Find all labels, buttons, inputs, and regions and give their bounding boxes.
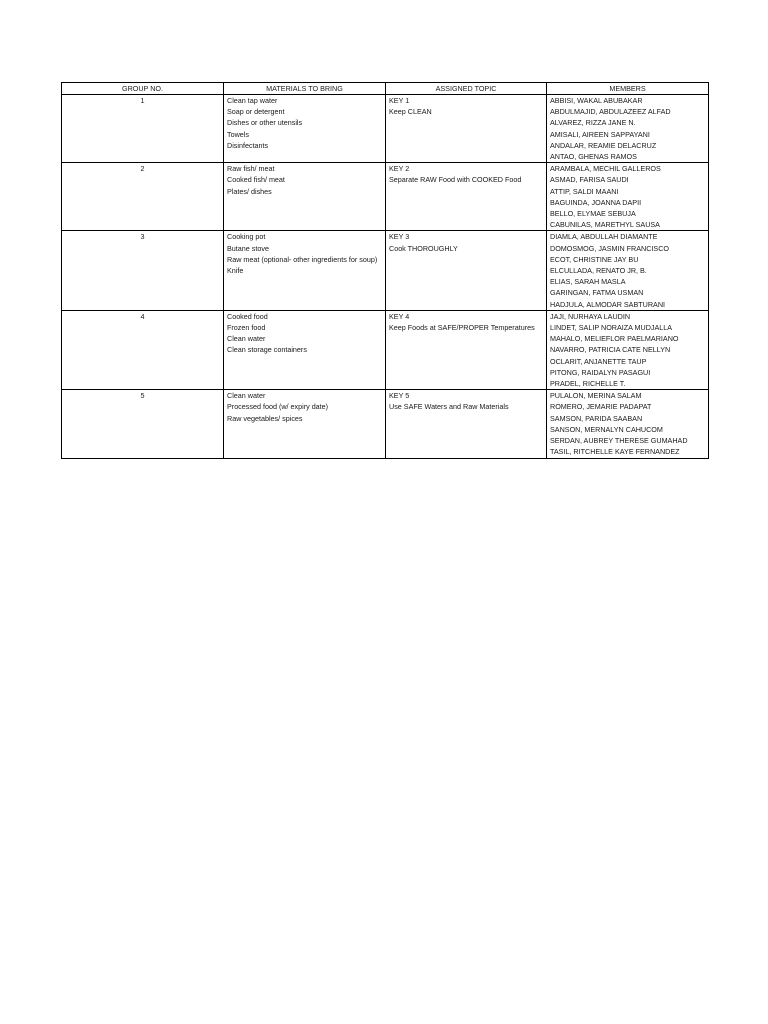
materials-cell (224, 163, 386, 231)
member-name: TASIL, RITCHELLE KAYE FERNANDEZ (550, 447, 680, 457)
member-name: ELCULLADA, RENATO JR, B. (550, 266, 647, 276)
material-item: Butane stove (227, 243, 269, 253)
group-number-cell: 1 (62, 95, 224, 163)
material-item: Soap or detergent (227, 107, 285, 117)
member-name: MAHALO, MELIEFLOR PAELMARIANO (550, 334, 679, 344)
member-name: ALVAREZ, RIZZA JANE N. (550, 118, 636, 128)
member-name: BAGUINDA, JOANNA DAPII (550, 197, 642, 207)
member-name: CABUNILAS, MARETHYL SAUSA (550, 220, 660, 230)
topic-cell (386, 95, 547, 163)
topic-key: KEY 1 (389, 96, 410, 105)
group-number-cell: 5 (62, 390, 224, 458)
material-item: Raw meat (optional- other ingredients for soup) (227, 254, 378, 264)
member-name: ASMAD, FARISA SAUDI (550, 175, 629, 185)
topic-key: KEY 2 (389, 164, 410, 174)
member-name: OCLARIT, ANJANETTE TAUP (550, 356, 647, 366)
member-name: ATTIP, SALDI MAANI (550, 186, 619, 196)
material-item: Clean water (227, 391, 266, 401)
material-item: Clean storage containers (227, 345, 307, 355)
header-group-no: GROUP NO. (62, 83, 224, 95)
member-name: BELLO, ELYMAE SEBUJA (550, 209, 636, 219)
materials-cell (224, 95, 386, 163)
member-name: SERDAN, AUBREY THERESE GUMAHAD (550, 436, 688, 446)
members-cell (547, 163, 709, 231)
member-name: AMISALI, AIREEN SAPPAYANI (550, 129, 650, 139)
material-item: Clean tap water (227, 96, 278, 105)
member-name: ABBISI, WAKAL ABUBAKAR (550, 96, 643, 105)
members-cell (547, 390, 709, 458)
members-cell (547, 95, 709, 163)
topic-cell (386, 310, 547, 389)
table-row (62, 310, 709, 389)
material-item: Cooked food (227, 311, 268, 321)
topic-key: KEY 5 (389, 391, 410, 401)
group-number-cell: 2 (62, 163, 224, 231)
group-assignment-table (61, 82, 709, 459)
materials-cell (224, 390, 386, 458)
table-row (62, 231, 709, 310)
members-cell (547, 310, 709, 389)
material-item: Clean water (227, 334, 266, 344)
topic-cell (386, 231, 547, 310)
member-name: HADJULA, ALMODAR SABTURANI (550, 299, 666, 309)
member-name: GARINGAN, FATMA USMAN (550, 288, 644, 298)
material-item: Cooked fish/ meat (227, 175, 285, 185)
topic-title: Keep CLEAN (389, 107, 432, 117)
member-name: SANSON, MERNALYN CAHUCOM (550, 424, 663, 434)
material-item: Raw fish/ meat (227, 164, 275, 174)
topic-title: Separate RAW Food with COOKED Food (389, 175, 522, 185)
member-name: ECOT, CHRISTINE JAY BU (550, 254, 639, 264)
topic-key: KEY 3 (389, 232, 410, 242)
member-name: PRADEL, RICHELLE T. (550, 379, 626, 389)
material-item: Knife (227, 266, 244, 276)
member-name: ANDALAR, REAMIE DELACRUZ (550, 140, 657, 150)
header-materials: MATERIALS TO BRING (224, 83, 386, 95)
table-row (62, 163, 709, 231)
table-header-row (62, 83, 709, 95)
member-name: ROMERO, JEMARIE PADAPAT (550, 402, 652, 412)
topic-title: Keep Foods at SAFE/PROPER Temperatures (389, 323, 535, 333)
member-name: ABDULMAJID, ABDULAZEEZ ALFAD (550, 107, 671, 117)
materials-cell (224, 231, 386, 310)
group-number-cell: 3 (62, 231, 224, 310)
table-row (62, 390, 709, 458)
materials-cell (224, 310, 386, 389)
material-item: Disinfectants (227, 140, 269, 150)
member-name: PITONG, RAIDALYN PASAGUI (550, 367, 651, 377)
member-name: ANTAO, GHENAS RAMOS (550, 152, 637, 162)
topic-cell (386, 163, 547, 231)
material-item: Raw vegetables/ spices (227, 413, 303, 423)
topic-cell (386, 390, 547, 458)
material-item: Frozen food (227, 323, 266, 333)
member-name: ARAMBALA, MECHIL GALLEROS (550, 164, 661, 174)
member-name: PULALON, MERINA SALAM (550, 391, 642, 401)
material-item: Towels (227, 129, 249, 139)
group-number-cell: 4 (62, 310, 224, 389)
member-name: ELIAS, SARAH MASLA (550, 277, 626, 287)
material-item: Processed food (w/ expiry date) (227, 402, 329, 412)
topic-title: Cook THOROUGHLY (389, 243, 458, 253)
header-assigned-topic: ASSIGNED TOPIC (386, 83, 547, 95)
member-name: DOMOSMOG, JASMIN FRANCISCO (550, 243, 669, 253)
material-item: Plates/ dishes (227, 186, 272, 196)
material-item: Cooking pot (227, 232, 266, 242)
member-name: DIAMLA, ABDULLAH DIAMANTE (550, 232, 658, 242)
member-name: JAJI, NURHAYA LAUDIN (550, 311, 631, 321)
topic-key: KEY 4 (389, 311, 410, 321)
table-row (62, 95, 709, 163)
member-name: LINDET, SALIP NORAIZA MUDJALLA (550, 323, 673, 333)
topic-title: Use SAFE Waters and Raw Materials (389, 402, 509, 412)
header-members: MEMBERS (547, 83, 709, 95)
member-name: SAMSON, PARIDA SAABAN (550, 413, 643, 423)
members-cell (547, 231, 709, 310)
member-name: NAVARRO, PATRICIA CATE NELLYN (550, 345, 671, 355)
material-item: Dishes or other utensils (227, 118, 303, 128)
